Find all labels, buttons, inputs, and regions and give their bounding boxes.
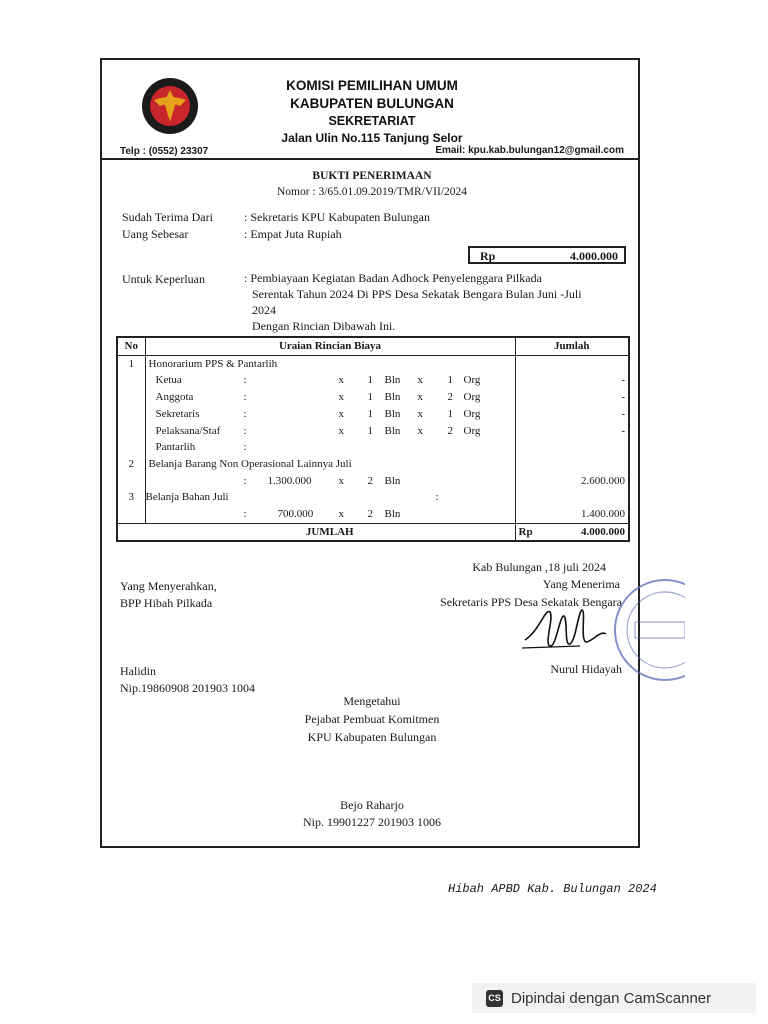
place-date: Kab Bulungan ,18 juli 2024 [472, 560, 606, 574]
receiver-role: Sekretaris PPS Desa Sekatak Bengara [440, 595, 622, 609]
row-amount: - [515, 406, 629, 423]
header-desc: Uraian Rincian Biaya [145, 337, 515, 355]
purpose-line-2: Serentak Tahun 2024 Di PPS Desa Sekatak Bengara Bulan Juni -Juli [252, 287, 582, 301]
row-amount: - [515, 372, 629, 389]
total-rp: Rp [518, 525, 533, 538]
total-row [117, 523, 629, 541]
table-row: 3 Belanja Bahan Juli : [117, 489, 629, 506]
table-row: : 700.000 x 2 Bln 1.400.000 [117, 506, 629, 523]
role-name: Anggota [155, 391, 194, 404]
receiver-name: Nurul Hidayah [550, 662, 622, 676]
row-title: Belanja Bahan Juli [145, 491, 229, 504]
table-header-row [117, 337, 629, 355]
table-row: : 1.300.000 x 2 Bln 2.600.000 [117, 473, 629, 490]
received-from-value: : Sekretaris KPU Kabupaten Bulungan [244, 210, 430, 224]
row-title: Belanja Barang Non Operasional Lainnya Juli [148, 457, 352, 470]
table-row [117, 456, 629, 473]
amount-words: : Empat Juta Rupiah [244, 227, 342, 241]
row-amount: 2.600.000 [515, 473, 629, 490]
table-row [117, 355, 629, 372]
org-line-1: KOMISI PEMILIHAN UMUM [286, 78, 458, 93]
role-name: Sekretaris [155, 407, 200, 420]
org-email: Email: kpu.kab.bulungan12@gmail.com [435, 145, 624, 156]
row-no: 2 [117, 456, 145, 473]
giver-label: Yang Menyerahkan, [120, 579, 217, 593]
camscanner-icon: CS [486, 990, 503, 1007]
row-no: 1 [117, 355, 145, 372]
amount-label: Uang Sebesar [122, 227, 189, 241]
row-amount: - [515, 389, 629, 406]
total-value: 4.000.000 [581, 525, 625, 538]
receipt-document [100, 58, 640, 848]
unit-price: 700.000 [277, 508, 314, 521]
rp-label: Rp [480, 249, 496, 263]
giver-role: BPP Hibah Pilkada [120, 596, 213, 610]
table-row: Pantarlih : [117, 439, 629, 456]
purpose-label: Untuk Keperluan [122, 272, 205, 286]
org-phone: Telp : (0552) 23307 [120, 146, 209, 157]
row-title: Honorarium PPS & Pantarlih [148, 357, 278, 370]
known-role-1: Pejabat Pembuat Komitmen [304, 712, 440, 726]
rp-value: 4.000.000 [570, 249, 618, 263]
org-line-3: SEKRETARIAT [328, 114, 416, 128]
purpose-line-3: 2024 [252, 303, 276, 317]
table-row: Anggota : x 1 Bln x 2 Org - [117, 389, 629, 406]
receiver-signature-icon [520, 600, 610, 660]
purpose-line-4: Dengan Rincian Dibawah Ini. [252, 319, 396, 333]
camscanner-label: Dipindai dengan CamScanner [511, 989, 712, 1007]
purpose-line-1: : Pembiayaan Kegiatan Badan Adhock Penyelenggara Pilkada [244, 271, 542, 285]
table-row: Ketua : x 1 Bln x 1 Org - [117, 372, 629, 389]
org-address: Jalan Ulin No.115 Tanjung Selor [281, 131, 463, 145]
header-no: No [117, 337, 145, 355]
table-row: Sekretaris : x 1 Bln x 1 Org - [117, 406, 629, 423]
header-divider [102, 158, 638, 160]
known-nip: Nip. 19901227 201903 1006 [303, 815, 441, 829]
role-name: Ketua [155, 374, 182, 387]
giver-nip: Nip.19860908 201903 1004 [120, 681, 255, 695]
received-from-label: Sudah Terima Dari [122, 210, 213, 224]
table-row: Pelaksana/Staf : x 1 Bln x 2 Org - [117, 423, 629, 440]
header-amount: Jumlah [515, 337, 629, 355]
known-label: Mengetahui [343, 694, 401, 708]
total-label: JUMLAH [145, 523, 515, 541]
role-name: Pantarlih [155, 441, 196, 454]
receiver-label: Yang Menerima [542, 577, 620, 591]
row-amount: 1.400.000 [515, 506, 629, 523]
giver-name: Halidin [120, 664, 156, 678]
role-name: Pelaksana/Staf [155, 424, 221, 437]
footer-note: Hibah APBD Kab. Bulungan 2024 [448, 882, 657, 896]
cost-breakdown-table [116, 336, 630, 542]
receipt-title: BUKTI PENERIMAAN [312, 170, 432, 182]
row-amount: - [515, 423, 629, 440]
unit-price: 1.300.000 [267, 474, 312, 487]
row-no: 3 [117, 489, 145, 506]
camscanner-badge [472, 983, 756, 1013]
known-role-2: KPU Kabupaten Bulungan [307, 730, 437, 744]
amount-box [468, 246, 626, 264]
receipt-number: Nomor : 3/65.01.09.2019/TMR/VII/2024 [276, 186, 468, 198]
org-line-2: KABUPATEN BULUNGAN [290, 96, 454, 111]
known-name: Bejo Raharjo [340, 798, 404, 812]
